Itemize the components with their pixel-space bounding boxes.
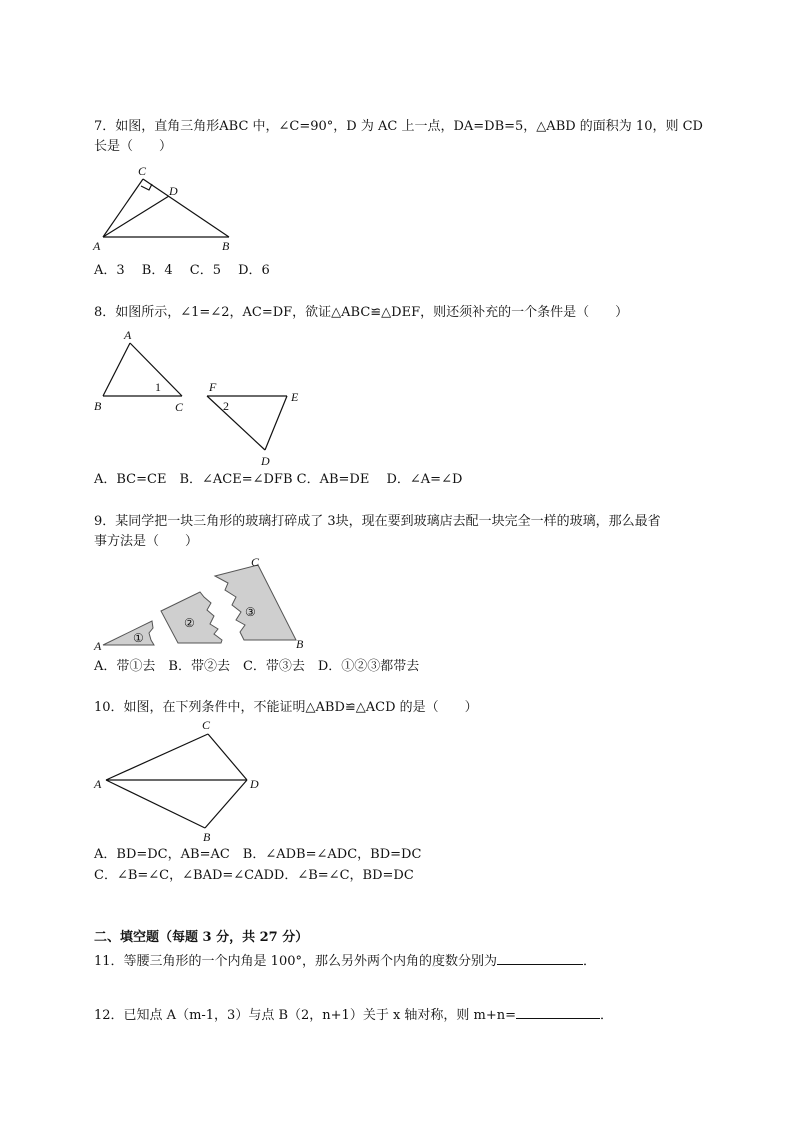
q9-piece-3-label: ③ <box>245 605 256 619</box>
q8-label-c: C <box>175 400 184 414</box>
q11-text: 11．等腰三角形的一个内角是 100°，那么另外两个内角的度数分别为 <box>94 954 497 969</box>
q9-piece-1-label: ① <box>133 631 144 645</box>
q12-end: ． <box>600 1008 614 1023</box>
q10-options-line2: C．∠B=∠C，∠BAD=∠CADD．∠B=∠C，BD=DC <box>94 868 414 883</box>
q9-label-b: B <box>296 637 304 651</box>
q8-label-b: B <box>94 399 102 413</box>
q10-label-c: C <box>202 718 211 732</box>
q7-label-b: B <box>222 239 230 253</box>
q10-label-a: A <box>94 777 102 791</box>
q8-label-f: F <box>209 380 217 394</box>
q10-options-line1: A．BD=DC，AB=AC B．∠ADB=∠ADC，BD=DC <box>94 847 422 862</box>
q12-question <box>94 1004 613 1025</box>
q7-label-a: A <box>93 239 101 253</box>
q11-question <box>94 950 596 971</box>
q8-options: A．BC=CE B．∠ACE=∠DFB C．AB=DE D．∠A=∠D <box>94 472 463 487</box>
q7-text-line1: 7．如图，直角三角形ABC 中，∠C=90°，D 为 AC 上一点，DA=DB=5，△ABD 的面积为 10，则 CD <box>94 119 703 134</box>
q10-text-line1: 10．如图，在下列条件中，不能证明△ABD≌△ACD 的是（ ） <box>94 700 478 715</box>
q9-options: A．带①去 B．带②去 C．带③去 D．①②③都带去 <box>94 659 420 674</box>
section-2-title: 二、填空题（每题 3 分，共 27 分） <box>94 930 309 945</box>
q11-end: ． <box>583 954 597 969</box>
q7-text-line2: 长是（ ） <box>94 139 173 154</box>
q8-label-e: E <box>291 390 299 404</box>
q7-label-d: D <box>169 184 178 198</box>
q11-answer-blank[interactable] <box>497 950 583 965</box>
q7-options: A．3 B．4 C．5 D．6 <box>94 263 270 278</box>
q9-piece-2-label: ② <box>184 616 195 630</box>
q9-label-c: C <box>251 555 260 569</box>
q9-text-line2: 事方法是（ ） <box>94 534 199 549</box>
q8-label-a: A <box>124 328 132 342</box>
q12-text: 12．已知点 A（m-1，3）与点 B（2，n+1）关于 x 轴对称，则 m+n= <box>94 1008 517 1023</box>
q12-answer-blank[interactable] <box>516 1004 600 1019</box>
q8-text-line1: 8．如图所示，∠1=∠2，AC=DF，欲证△ABC≌△DEF，则还须补充的一个条件是（ ） <box>94 305 629 320</box>
q10-label-d: D <box>250 777 259 791</box>
q9-label-a: A <box>94 639 102 653</box>
q10-label-b: B <box>203 830 211 844</box>
q9-text-line1: 9．某同学把一块三角形的玻璃打碎成了 3块，现在要到玻璃店去配一块完全一样的玻璃，那么最省 <box>94 514 661 529</box>
q8-angle-1: 1 <box>155 380 161 394</box>
q7-label-c: C <box>138 164 147 178</box>
q8-label-d: D <box>261 454 270 468</box>
q8-angle-2: 2 <box>223 399 229 413</box>
